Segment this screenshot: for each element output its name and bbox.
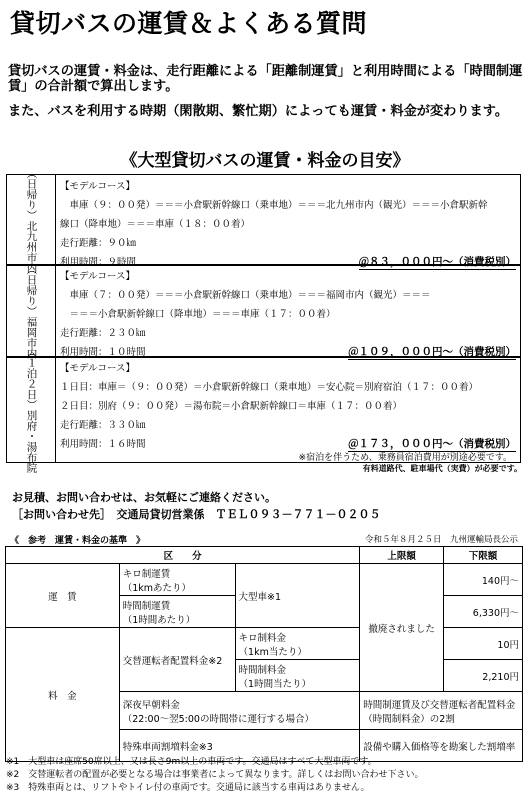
relief-km-lower: 10円 (444, 628, 523, 660)
lodging-note: ※宿泊を伴うため、乗務員宿泊費用が別途必要です。 (298, 453, 512, 463)
hr-fare-lower: 6,330円～ (444, 596, 523, 628)
abolished-cell: 撤廃されました (360, 564, 444, 692)
special-cell: 特殊車両割増料金※3 (119, 730, 360, 762)
special-value: 設備や購入価格等を勘案した割増率 (360, 730, 523, 762)
fare-standard-table (5, 546, 523, 762)
large-bus-cell: 大型車※1 (235, 564, 360, 628)
km-fare-cell: キロ制運賃 （1kmあたり） (119, 564, 235, 596)
intro-paragraph-1: 貸切バスの運賃・料金は、走行距離による「距離制運賃」と利用時間による「時間制運賃」の合計額で算出します。 (8, 64, 523, 94)
table-row (6, 628, 523, 660)
footnote-3: ※3 特殊車両とは、リフトやトイレ付の車両です。交通局に該当する車両はありません。 (6, 783, 370, 793)
relief-hr-lower: 2,210円 (444, 660, 523, 692)
page-title: 貸切バスの運賃＆よくある質問 (10, 9, 368, 38)
section-subtitle: 《大型貸切バスの運賃・料金の目安》 (120, 151, 410, 171)
course-price: ＠１０９，０００円～（消費税別） (348, 346, 516, 358)
contact-tel: ［お問い合わせ先］ 交通局貸切営業係 ＴＥＬ０９３－７７１－０２０５ (12, 508, 381, 521)
reference-date: 令和５年８月２５日 九州運輸局長公示 (364, 535, 518, 545)
header-lower: 下限額 (444, 547, 523, 564)
fare-label: 運 賃 (6, 564, 120, 628)
course-label: （日帰り）北九州市内 (7, 175, 56, 265)
footnote-1: ※1 大型車は座席50席以上、又は長さ9m以上の車両です。交通局はすべて大型車両です。 (6, 757, 377, 767)
relief-cell: 交替運転者配置料金※2 (119, 628, 235, 692)
km-fare-lower: 140円～ (444, 564, 523, 596)
course-details: 【モデルコース】 車庫（７：００発）＝＝＝小倉駅新幹線口（乗車地）＝＝＝福岡市内（観光）＝＝＝ ＝＝＝小倉駅新幹線口（降車地）＝＝＝車庫（１７：００着） 走行距離：２３０㎞ 利用時間：１０時間 ＠１０９，０００円～（消費税別） (60, 271, 516, 358)
course-box-kitakyushu (6, 167, 521, 273)
relief-km-cell: キロ制料金 （1km当たり） (235, 628, 360, 660)
relief-hr-cell: 時間制料金 （1時間当たり） (235, 660, 360, 692)
table-header-row (6, 547, 523, 564)
course-label: （日帰り）福岡市内 (7, 265, 56, 357)
night-value: 時間制運賃及び交替運転者配置料金（時間制料金）の2割 (360, 692, 523, 730)
contact-line: お見積、お問い合わせは、お気軽にご連絡ください。 (12, 491, 276, 504)
hr-fare-cell: 時間制運賃 （1時間あたり） (119, 596, 235, 628)
course-details: 【モデルコース】 １日目：車庫＝（９：００発）＝小倉駅新幹線口（乗車地）＝安心院＝別府宿泊（１７：００着） ２日目：別府（９：００発）＝湯布院＝小倉駅新幹線口＝車庫（１７：００着） 走行距離：３３０㎞ 利用時間：１６時間 ＠１７３，０００円～（消費税別） (60, 363, 516, 450)
course-price: ＠８３，０００円～（消費税別） (358, 256, 516, 268)
header-category: 区 分 (6, 547, 360, 564)
footnote-2: ※2 交替運転者の配置が必要となる場合は事業者によって異なります。詳しくはお問い合わせ下さい。 (6, 770, 424, 780)
course-label: （１泊２日）別府・湯布院 (7, 357, 56, 462)
table-row (6, 564, 523, 596)
course-box-fukuoka (6, 264, 521, 358)
night-cell: 深夜早朝料金 （22:00～翌5:00の時間帯に運行する場合） (119, 692, 360, 730)
intro-paragraph-2: また、バスを利用する時期（閑散期、繁忙期）によっても運賃・料金が変わります。 (8, 104, 509, 119)
course-price: ＠１７３，０００円～（消費税別） (348, 438, 516, 450)
course-details: 【モデルコース】 車庫（９：００発）＝＝＝小倉駅新幹線口（乗車地）＝＝＝北九州市内（観光）＝＝＝小倉駅新幹 線口（降車地）＝＝＝車庫（１８：００着） 走行距離：９０㎞ 利用時間：９時間 ＠８３，０００円～（消費税別） (60, 181, 516, 268)
fee-label: 料 金 (6, 628, 120, 762)
toll-note: 有料道路代、駐車場代（実費）が必要です。 (362, 464, 522, 473)
reference-title: 《 参考 運賃・料金の基準 》 (10, 536, 146, 546)
header-upper: 上限額 (360, 547, 444, 564)
